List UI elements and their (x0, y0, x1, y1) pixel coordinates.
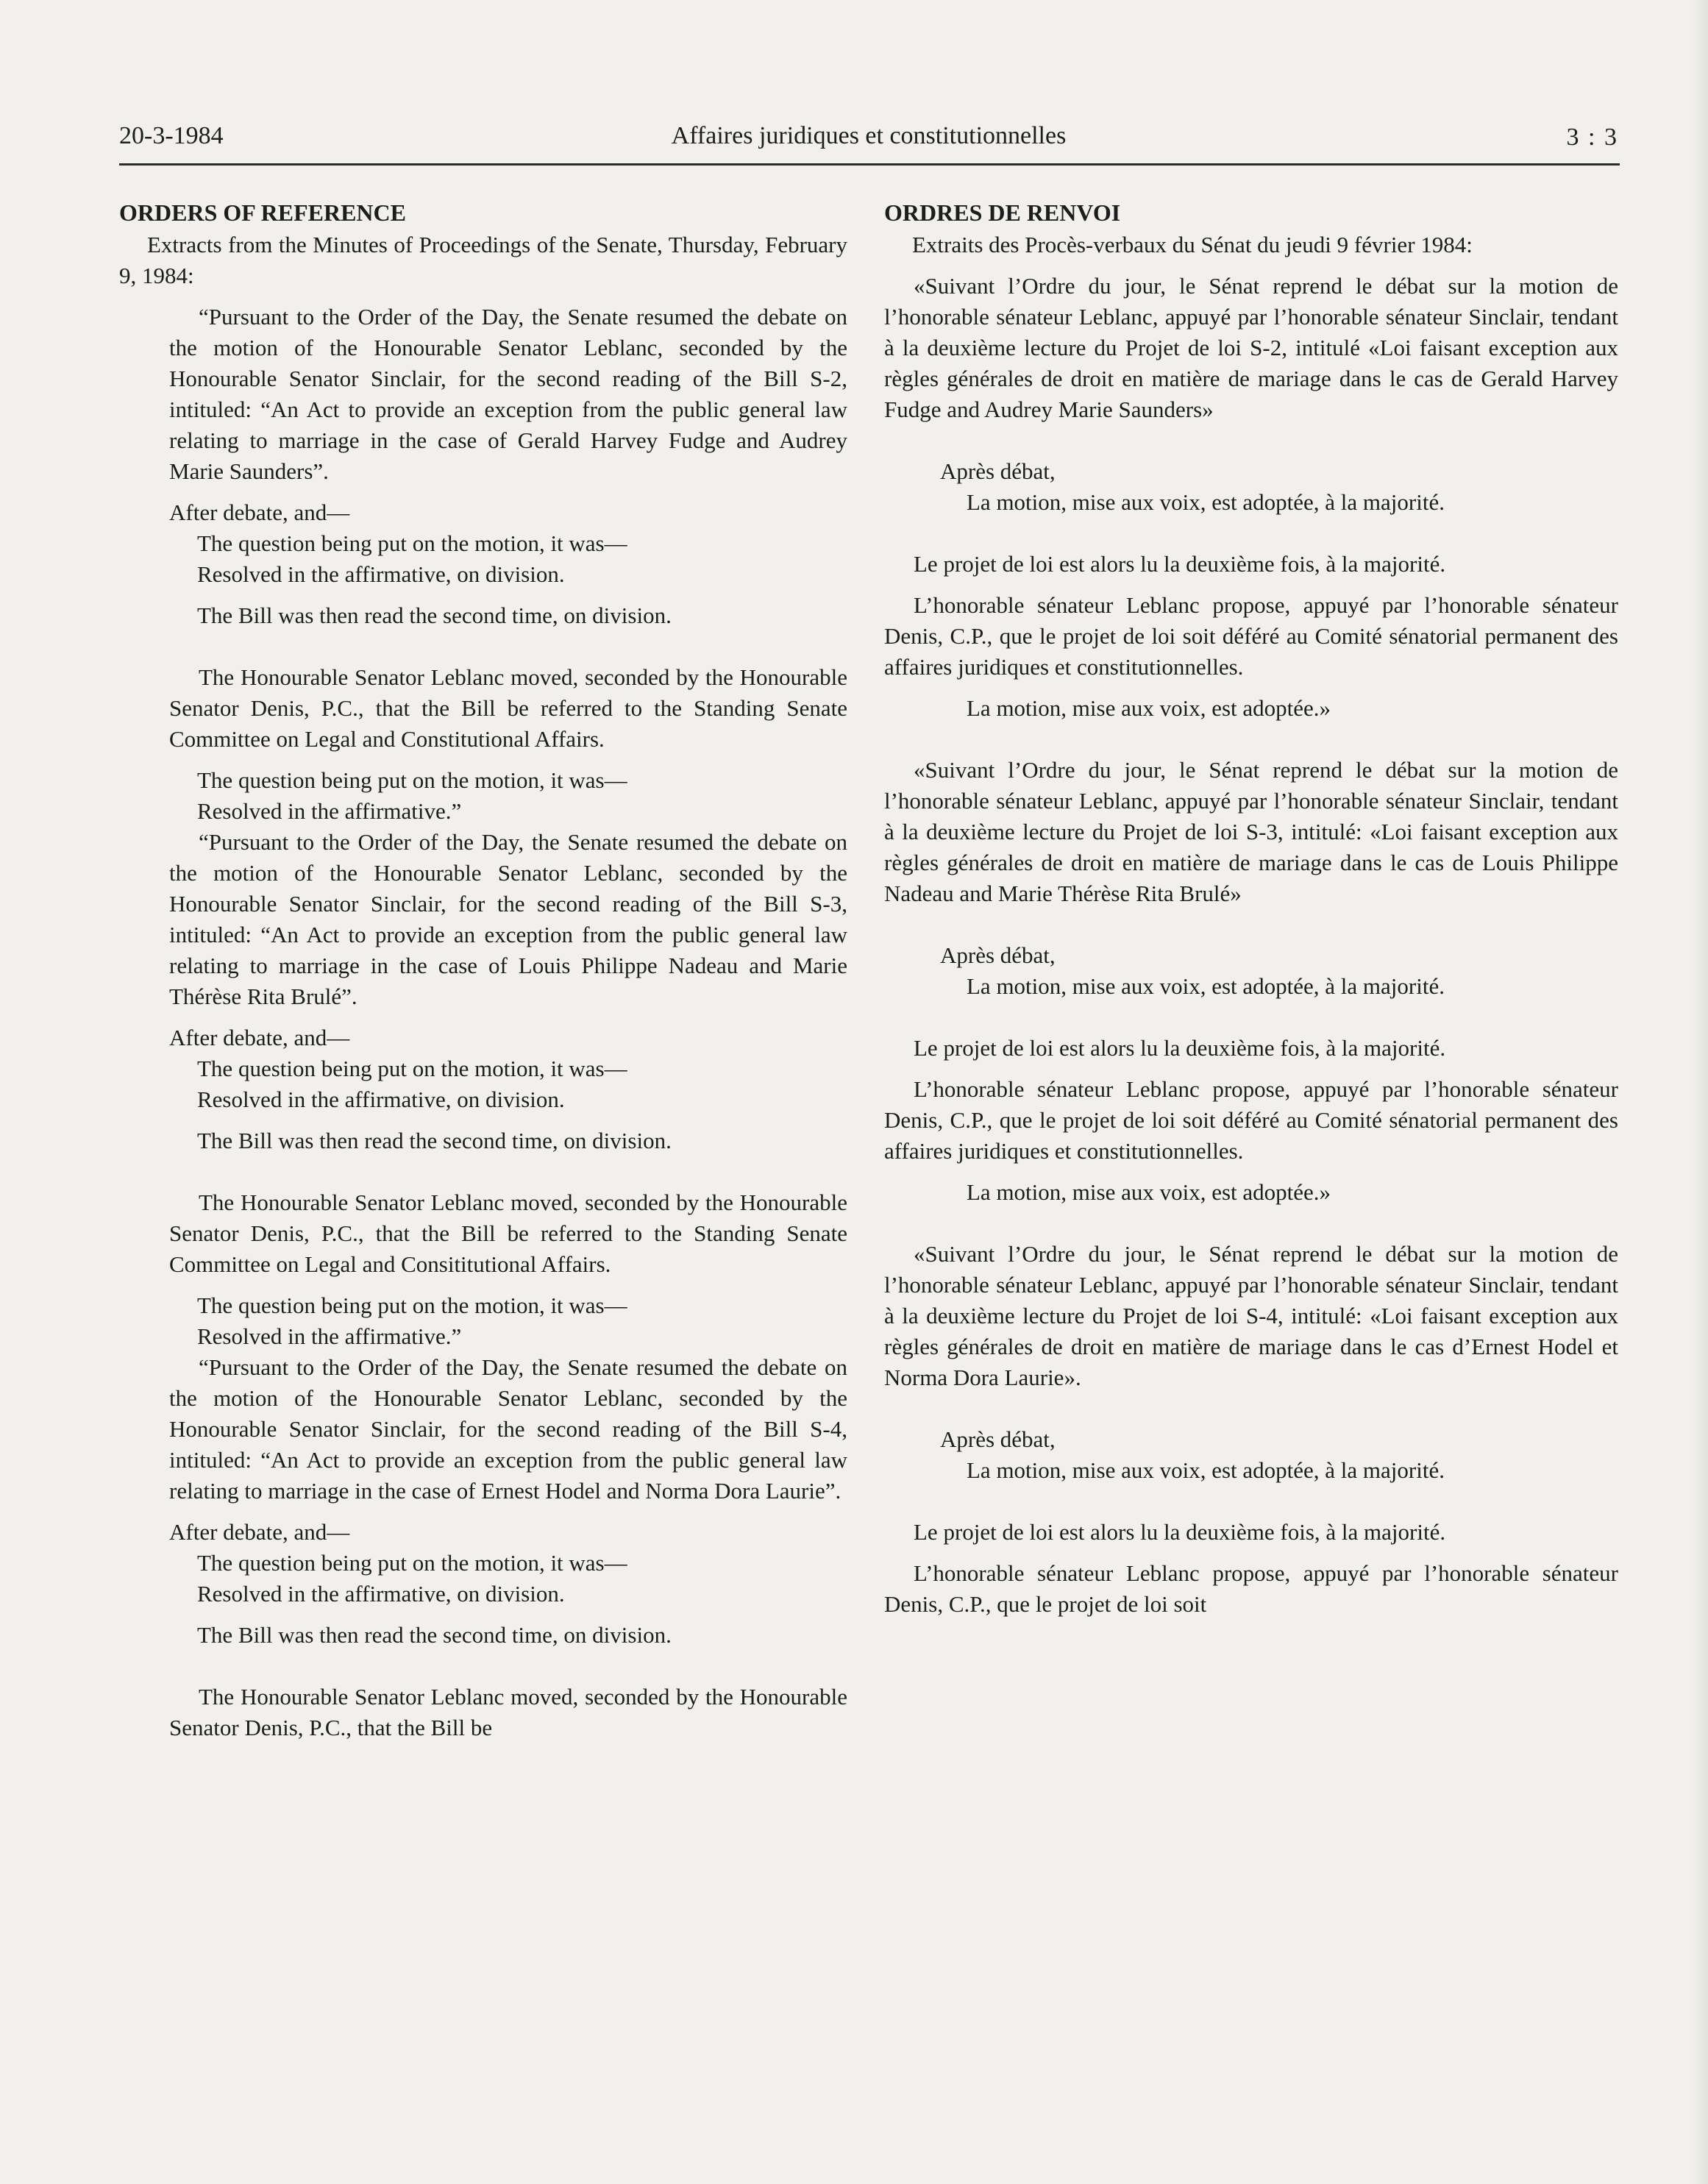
french-second-reading: Le projet de loi est alors lu la deuxième fois, à la majorité. (914, 1519, 1446, 1545)
english-motion-s2: “Pursuant to the Order of the Day, the Senate resumed the debate on the motion of the Honourable Senator Leblanc, seconded by the Honourable Senator Sinclair, for the second reading of the Bill S-2, intituled: “An Act to provide an exception from the public general law relating to marriage in the case of Gerald Harvey Fudge and Audrey Marie Saunders”. (169, 304, 847, 484)
english-intro: Extracts from the Minutes of Proceedings of the Senate, Thursday, February 9, 1984: (119, 232, 847, 288)
english-referral: The Honourable Senator Leblanc moved, seconded by the Honourable Senator Denis, P.C., that the Bill be referred to the Standing Senate Committee on Legal and Consititutional Affairs. (169, 1189, 847, 1277)
english-after-debate: After debate, and— (169, 499, 350, 525)
french-adopted: La motion, mise aux voix, est adoptée, à la majorité. (967, 973, 1445, 999)
english-heading: ORDERS OF REFERENCE (119, 199, 406, 226)
english-second-reading: The Bill was then read the second time, on division. (197, 1128, 672, 1153)
french-after-debate: Après débat, (940, 458, 1056, 484)
english-referral: The Honourable Senator Leblanc moved, seconded by the Honourable Senator Denis, P.C., that the Bill be (169, 1684, 847, 1740)
english-resolved: Resolved in the affirmative.” (197, 798, 462, 824)
french-adopted: La motion, mise aux voix, est adoptée, à la majorité. (967, 1457, 1445, 1483)
french-intro: Extraits des Procès-verbaux du Sénat du jeudi 9 février 1984: (912, 232, 1473, 257)
header-page-number: 3 : 3 (1566, 124, 1618, 151)
english-question: The question being put on the motion, it was— (197, 530, 627, 556)
running-header (119, 118, 1618, 162)
english-referral: The Honourable Senator Leblanc moved, seconded by the Honourable Senator Denis, P.C., that the Bill be referred to the Standing Senate Committee on Legal and Constitutional Affairs. (169, 664, 847, 752)
english-resolved: Resolved in the affirmative, on division. (197, 1086, 565, 1112)
french-heading: ORDRES DE RENVOI (884, 199, 1121, 226)
french-second-reading: Le projet de loi est alors lu la deuxième fois, à la majorité. (914, 1035, 1446, 1061)
header-title: Affaires juridiques et constitutionnelles (671, 122, 1067, 149)
english-resolved: Resolved in the affirmative.” (197, 1323, 462, 1349)
english-motion-s4: “Pursuant to the Order of the Day, the Senate resumed the debate on the motion of the Honourable Senator Leblanc, seconded by the Honourable Senator Sinclair, for the second reading of the Bill S-4, intituled: “An Act to provide an exception from the public general law relating to marriage in the case of Ernest Hodel and Norma Dora Laurie”. (169, 1354, 847, 1504)
french-adopted: La motion, mise aux voix, est adoptée.» (967, 695, 1331, 721)
header-date: 20-3-1984 (119, 122, 224, 149)
english-question: The question being put on the motion, it was— (197, 1550, 627, 1576)
french-referral: L’honorable sénateur Leblanc propose, appuyé par l’honorable sénateur Denis, C.P., que le projet de loi soit déféré au Comité sénatorial permanent des affaires juridiques et constitutionnelles. (884, 1076, 1618, 1164)
english-motion-s3: “Pursuant to the Order of the Day, the Senate resumed the debate on the motion of the Honourable Senator Leblanc, seconded by the Honourable Senator Sinclair, for the second reading of the Bill S-3, intituled: “An Act to provide an exception from the public general law relating to marriage in the case of Louis Philippe Nadeau and Marie Thérèse Rita Brulé”. (169, 829, 847, 1009)
french-after-debate: Après débat, (940, 942, 1056, 968)
french-motion-s2: «Suivant l’Ordre du jour, le Sénat reprend le débat sur la motion de l’honorable sénateur Leblanc, appuyé par l’honorable sénateur Sinclair, tendant à la deuxième lecture du Projet de loi S-2, intitulé «Loi faisant exception aux règles générales de droit en matière de mariage dans le cas de Gerald Harvey Fudge and Audrey Marie Saunders» (884, 273, 1618, 422)
english-resolved: Resolved in the affirmative, on division. (197, 561, 565, 587)
english-second-reading: The Bill was then read the second time, on division. (197, 1622, 672, 1648)
header-rule (119, 163, 1620, 166)
english-column (119, 197, 847, 1743)
english-question: The question being put on the motion, it was— (197, 1056, 627, 1081)
french-motion-s3: «Suivant l’Ordre du jour, le Sénat reprend le débat sur la motion de l’honorable sénateur Leblanc, appuyé par l’honorable sénateur Sinclair, tendant à la deuxième lecture du Projet de loi S-3, intitulé: «Loi faisant exception aux règles générales de droit en matière de mariage dans le cas de Louis Philippe Nadeau and Marie Thérèse Rita Brulé» (884, 757, 1618, 906)
french-after-debate: Après débat, (940, 1426, 1056, 1452)
french-adopted: La motion, mise aux voix, est adoptée.» (967, 1179, 1331, 1205)
english-second-reading: The Bill was then read the second time, on division. (197, 602, 672, 628)
french-referral: L’honorable sénateur Leblanc propose, appuyé par l’honorable sénateur Denis, C.P., que le projet de loi soit déféré au Comité sénatorial permanent des affaires juridiques et constitutionnelles. (884, 592, 1618, 680)
french-second-reading: Le projet de loi est alors lu la deuxième fois, à la majorité. (914, 551, 1446, 577)
english-question: The question being put on the motion, it was— (197, 1292, 627, 1318)
french-column (884, 197, 1618, 1620)
french-adopted: La motion, mise aux voix, est adoptée, à la majorité. (967, 489, 1445, 515)
english-after-debate: After debate, and— (169, 1025, 350, 1050)
french-motion-s4: «Suivant l’Ordre du jour, le Sénat reprend le débat sur la motion de l’honorable sénateur Leblanc, appuyé par l’honorable sénateur Sinclair, tendant à la deuxième lecture du Projet de loi S-4, intitulé: «Loi faisant exception aux règles générales de droit en matière de mariage dans le cas d’Ernest Hodel et Norma Dora Laurie». (884, 1241, 1618, 1390)
french-referral: L’honorable sénateur Leblanc propose, appuyé par l’honorable sénateur Denis, C.P., que le projet de loi soit (884, 1560, 1618, 1617)
english-after-debate: After debate, and— (169, 1519, 350, 1545)
english-resolved: Resolved in the affirmative, on division. (197, 1581, 565, 1607)
page-edge-shadow (1692, 0, 1708, 2184)
english-question: The question being put on the motion, it was— (197, 767, 627, 793)
